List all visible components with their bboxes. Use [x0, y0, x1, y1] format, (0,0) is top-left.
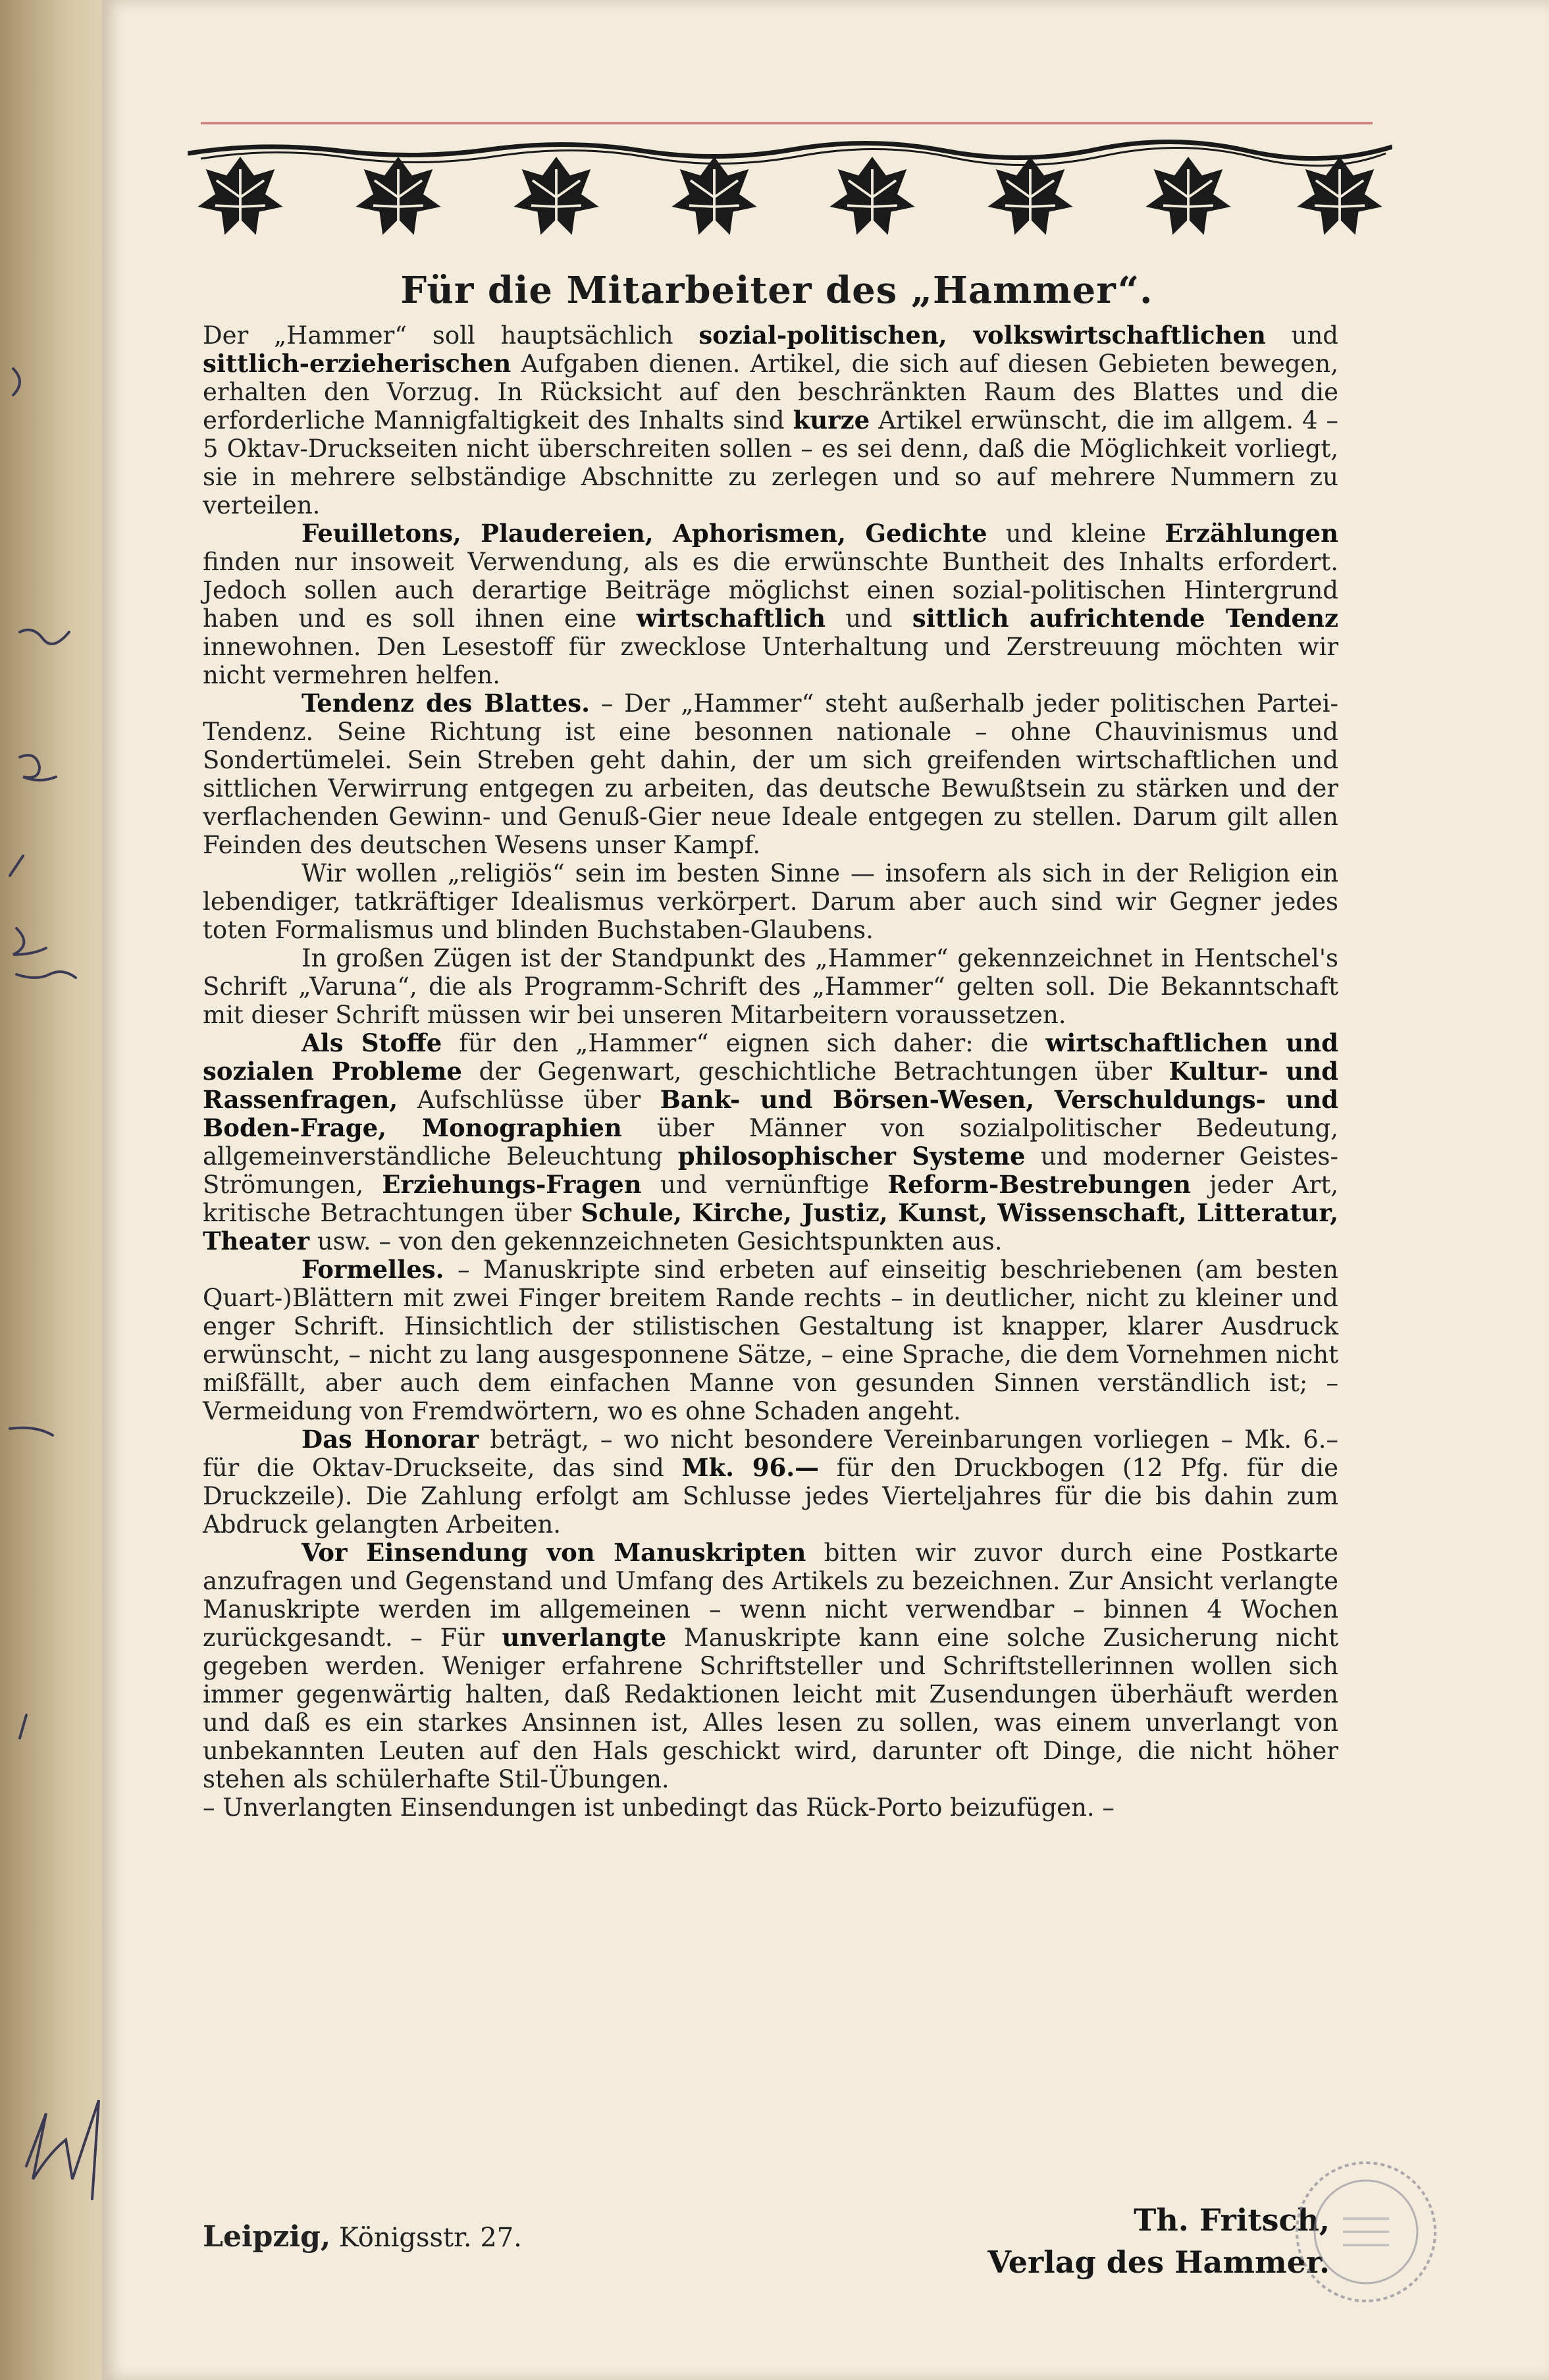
footer-publisher: [856, 2199, 1330, 2283]
paragraph-text: – Unverlangten Einsendungen ist unbedingt das Rück-Porto beizufügen. –: [203, 1793, 1115, 1822]
footer-city: Leipzig,: [203, 2220, 331, 2254]
paragraph-formelles: [203, 1256, 1338, 1425]
paragraph-text: Manuskripte kann eine solche Zusicherung nicht gegeben werden. Weniger erfahrene Schriftsteller und Schriftstellerinnen wollen sich immer gegenwärtig halten, daß Redaktionen leicht mit Zusendungen überhäuft werden und daß es ein starkes Ansinnen ist, Alles lesen zu sollen, was einem unverlangt von unbekannten Leuten auf den Hals geschickt wird, darunter oft Dinge, die nicht höher stehen als schülerhafte Stil-Übungen.: [203, 1624, 1338, 1793]
paragraph-standpunkt: [203, 944, 1338, 1029]
paragraph-text: und: [825, 604, 912, 633]
library-stamp-icon: [1290, 2156, 1442, 2308]
emphasis-text: sittlich-erzieherischen: [203, 349, 512, 378]
page-title: Für die Mitarbeiter des „Hammer“.: [400, 269, 1153, 312]
footer-address: [203, 2220, 522, 2254]
emphasis-text: philosophischer Systeme: [677, 1142, 1026, 1171]
emphasis-text: Vor Einsendung von Manuskripten: [302, 1538, 806, 1567]
paragraph-text: beträgt, – wo nicht besondere Vereinbarungen vorliegen – Mk. 6.– für die Oktav-Druckseite, das sind: [203, 1425, 1339, 1482]
emphasis-text: sittlich aufrichtende Tendenz: [912, 604, 1338, 633]
paragraph-text: jeder Art, kritische Betrachtungen über: [203, 1171, 1338, 1227]
paragraph-text: Der „Hammer“ soll hauptsächlich: [203, 321, 699, 350]
publisher-line: Verlag des Hammer.: [987, 2244, 1330, 2280]
publisher-name: Th. Fritsch,: [1134, 2202, 1330, 2238]
emphasis-text: Erzählungen: [1165, 519, 1338, 548]
header-rule: [201, 122, 1373, 124]
emphasis-text: Als Stoffe: [302, 1028, 442, 1057]
emphasis-text: Bank- und Börsen-Wesen, Verschuldungs- und Boden-Frage, Monographien: [203, 1085, 1338, 1142]
body-text: [203, 321, 1338, 1822]
paragraph-text: usw. – von den gekennzeichneten Gesichtspunkten aus.: [309, 1227, 1003, 1256]
emphasis-text: sozial-politischen, volkswirtschaftlichen: [698, 321, 1266, 350]
paragraph-einsendung: [203, 1539, 1338, 1793]
paragraph-text: bitten wir zuvor durch eine Postkarte anzufragen und Gegenstand und Umfang des Artikels zu bezeichnen. Zur Ansicht verlangte Manuskripte werden im allgemeinen – wenn nicht verwendbar – binnen 4 Wochen zurückgesandt. – Für: [203, 1539, 1338, 1652]
paragraph-text: für den „Hammer“ eignen sich daher: die: [442, 1029, 1046, 1057]
paragraph-feuilletons: [203, 519, 1338, 689]
emphasis-text: wirtschaftlichen und sozialen Probleme: [203, 1028, 1338, 1086]
paragraph-religioes: [203, 859, 1338, 944]
paragraph-text: Aufgaben dienen. Artikel, die sich auf diesen Gebieten bewegen, erhalten den Vorzug. In Rücksicht auf den beschränkten Raum des Blattes und die erforderliche Mannigfaltigkeit des Inhalts sind: [203, 350, 1338, 435]
paragraph-text: In großen Zügen ist der Standpunkt des „Hammer“ gekennzeichnet in Hentschel's Schrift „Varuna“, die als Programm-Schrift des „Hammer“ gelten soll. Die Bekanntschaft mit dieser Schrift müssen wir bei unseren Mitarbeitern voraussetzen.: [203, 944, 1338, 1029]
emphasis-text: Formelles.: [302, 1255, 444, 1284]
emphasis-text: Reform-Bestrebungen: [887, 1170, 1192, 1199]
paragraph-text: der Gegenwart, geschichtliche Betrachtungen über: [461, 1057, 1169, 1086]
emphasis-text: Kultur- und Rassenfragen,: [203, 1057, 1338, 1114]
paragraph-text: und vernünftige: [641, 1171, 888, 1199]
emphasis-text: Schule, Kirche, Justiz, Kunst, Wissenschaft, Litteratur, Theater: [203, 1198, 1338, 1256]
paragraph-text: und kleine: [987, 519, 1165, 548]
paragraph-text: finden nur insoweit Verwendung, als es die erwünschte Buntheit des Inhalts erfordert. Jedoch sollen auch derartige Beiträge möglichst einen sozial-politischen Hintergrund haben und es soll ihnen eine: [203, 548, 1338, 633]
paragraph-honorar: [203, 1425, 1338, 1539]
paragraph-text: und moderner Geistes-Strömungen,: [203, 1142, 1339, 1199]
footer-street: Königsstr. 27.: [338, 2223, 522, 2253]
emphasis-text: kurze: [793, 406, 870, 435]
ivy-leaf-garland-icon: [188, 128, 1392, 240]
paragraph-text: innewohnen. Den Lesestoff für zwecklose Unterhaltung und Zerstreuung möchten wir nicht vermehren helfen.: [203, 633, 1338, 689]
paragraph-text: – Manuskripte sind erbeten auf einseitig beschriebenen (am besten Quart-)Blättern mit zwei Finger breitem Rande rechts – in deutlicher, nicht zu kleiner und enger Schrift. Hinsichtlich der stilistischen Gestaltung ist knapper, klarer Ausdruck erwünscht, – nicht zu lang ausgesponnene Sätze, – eine Sprache, die dem Vornehmen nicht mißfällt, aber auch dem einfachen Manne von gesunden Sinnen verständlich ist; – Vermeidung von Fremdwörtern, wo es ohne Schaden angeht.: [203, 1256, 1338, 1425]
paragraph-text: Aufschlüsse über: [398, 1086, 660, 1114]
paragraph-tendenz: [203, 689, 1338, 859]
paragraph-text: – Der „Hammer“ steht außerhalb jeder politischen Partei-Tendenz. Seine Richtung ist eine besonnen nationale – ohne Chauvinismus und Sondertümelei. Sein Streben geht dahin, der um sich greifenden wirtschaftlichen und sittlichen Verwirrung entgegen zu arbeiten, das deutsche Bewußtsein zu stärken und der verflachenden Gewinn- und Genuß-Gier neue Ideale entgegen zu stellen. Darum gilt allen Feinden des deutschen Wesens unser Kampf.: [203, 689, 1338, 859]
paragraph-text: Artikel erwünscht, die im allgem. 4 – 5 Oktav-Druckseiten nicht überschreiten sollen – es sei denn, daß die Möglichkeit vorliegt, sie in mehrere selbständige Abschnitte zu zerlegen und so auf mehrere Nummern zu verteilen.: [203, 406, 1338, 519]
paragraph-stoffe: [203, 1029, 1338, 1256]
emphasis-text: Mk. 96.—: [681, 1453, 820, 1482]
paragraph-text: und: [1265, 321, 1338, 350]
emphasis-text: wirtschaftlich: [636, 604, 826, 633]
paragraph-text: über Männer von sozialpolitischer Bedeutung, allgemeinverständliche Beleuchtung: [203, 1114, 1338, 1171]
emphasis-text: Das Honorar: [302, 1425, 479, 1454]
paragraph-intro: [203, 321, 1338, 519]
paragraph-text: für den Druckbogen (12 Pfg. für die Druckzeile). Die Zahlung erfolgt am Schlusse jedes Vierteljahres für die bis dahin zum Abdruck gelangten Arbeiten.: [203, 1454, 1339, 1539]
paragraph-rueckporto: [203, 1793, 1338, 1822]
emphasis-text: unverlangte: [502, 1623, 667, 1652]
emphasis-text: Feuilletons, Plaudereien, Aphorismen, Gedichte: [302, 519, 987, 548]
paragraph-text: Wir wollen „religiös“ sein im besten Sinne — insofern als sich in der Religion ein lebendiger, tatkräftiger Idealismus verkörpert. Darum aber auch sind wir Gegner jedes toten Formalismus und blinden Buchstaben-Glaubens.: [203, 859, 1338, 944]
emphasis-text: Erziehungs-Fragen: [382, 1170, 642, 1199]
emphasis-text: Tendenz des Blattes.: [302, 689, 590, 718]
